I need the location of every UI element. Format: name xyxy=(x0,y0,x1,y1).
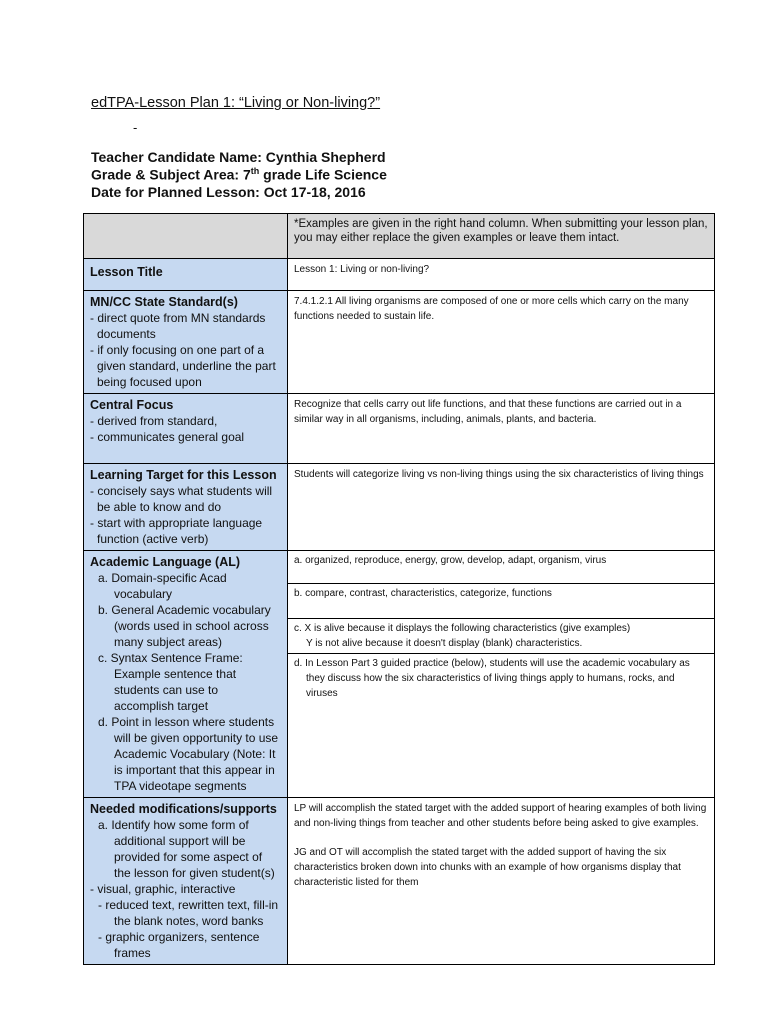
table-row xyxy=(84,551,715,798)
learning-target-value: Students will categorize living vs non-living things using the six characteristics of living things xyxy=(288,464,715,551)
modifications-label: Needed modifications/supports xyxy=(90,802,277,816)
table-row xyxy=(84,798,715,965)
academic-language-note: b. General Academic vocabulary (words used in school across many subject areas) xyxy=(98,603,271,649)
central-focus-note: - derived from standard, xyxy=(90,414,218,428)
lesson-date: Date for Planned Lesson: Oct 17-18, 2016 xyxy=(91,184,366,200)
modifications-note: - reduced text, rewritten text, fill-in the blank notes, word banks xyxy=(98,898,279,928)
grade-subject: Grade & Subject Area: 7th grade Life Science xyxy=(91,166,387,183)
learning-target-note: - concisely says what students will be able to know and do xyxy=(90,484,273,514)
blank-header-cell xyxy=(84,214,288,259)
table-row xyxy=(84,259,715,291)
document-title: edTPA-Lesson Plan 1: “Living or Non-living?” xyxy=(91,95,381,111)
lesson-title-label: Lesson Title xyxy=(90,265,163,279)
academic-language-label: Academic Language (AL) xyxy=(90,555,241,569)
standard-value: 7.4.1.2.1 All living organisms are composed of one or more cells which carry on the many functions needed to sustain life. xyxy=(288,291,715,394)
vocab-usage-point: d. In Lesson Part 3 guided practice (below), students will use the academic vocabulary as they discuss how the six characteristics of living things apply to humans, rocks, and viruses xyxy=(294,658,690,699)
standard-note: - direct quote from MN standards documents xyxy=(90,311,266,341)
table-row xyxy=(84,291,715,394)
intro-note: *Examples are given in the right hand column. When submitting your lesson plan, you may either replace the given examples or leave them intact. xyxy=(288,214,715,259)
table-row xyxy=(84,464,715,551)
academic-language-note: d. Point in lesson where students will be given opportunity to use Academic Vocabulary (Note: It is important that this appear in TPA videotape segments xyxy=(98,715,279,793)
standard-label: MN/CC State Standard(s) xyxy=(90,295,238,309)
central-focus-note: - communicates general goal xyxy=(90,430,245,444)
central-focus-value: Recognize that cells carry out life functions, and that these functions are carried out in a similar way in all organisms, including, animals, plants, and bacteria. xyxy=(288,394,715,464)
academic-language-note: a. Domain-specific Acad vocabulary xyxy=(98,571,227,601)
lesson-plan-table xyxy=(83,213,715,965)
table-row xyxy=(84,394,715,464)
standard-note: - if only focusing on one part of a given standard, underline the part being focused upon xyxy=(90,343,276,389)
learning-target-label: Learning Target for this Lesson xyxy=(90,468,277,482)
vocab-domain: a. organized, reproduce, energy, grow, develop, adapt, organism, virus xyxy=(288,551,714,584)
academic-language-note: c. Syntax Sentence Frame: Example sentence that students can use to accomplish target xyxy=(98,651,243,713)
modification-lp: LP will accomplish the stated target with the added support of hearing examples of both living and non-living things from teacher and other students before being asked to give examples. xyxy=(294,803,707,829)
lesson-title-value: Lesson 1: Living or non-living? xyxy=(288,259,715,291)
modifications-note: - graphic organizers, sentence frames xyxy=(98,930,260,960)
vocab-general: b. compare, contrast, characteristics, categorize, functions xyxy=(288,584,714,619)
syntax-frame: c. X is alive because it displays the following characteristics (give examples) Y is not alive because it doesn't display (blank) characteristics. xyxy=(288,619,714,654)
modifications-note: - visual, graphic, interactive xyxy=(90,882,236,896)
table-row xyxy=(84,214,715,259)
central-focus-label: Central Focus xyxy=(90,398,174,412)
modification-jg-ot: JG and OT will accomplish the stated target with the added support of having the six characteristics broken down into chunks with an example of how organisms display that characteristic listed for them xyxy=(294,847,681,888)
learning-target-note: - start with appropriate language function (active verb) xyxy=(90,516,263,546)
modifications-note: a. Identify how some form of additional support will be provided for some aspect of the lesson for given student(s) xyxy=(98,818,275,880)
teacher-name: Teacher Candidate Name: Cynthia Shepherd xyxy=(91,149,386,165)
stray-dash: - xyxy=(133,120,138,135)
